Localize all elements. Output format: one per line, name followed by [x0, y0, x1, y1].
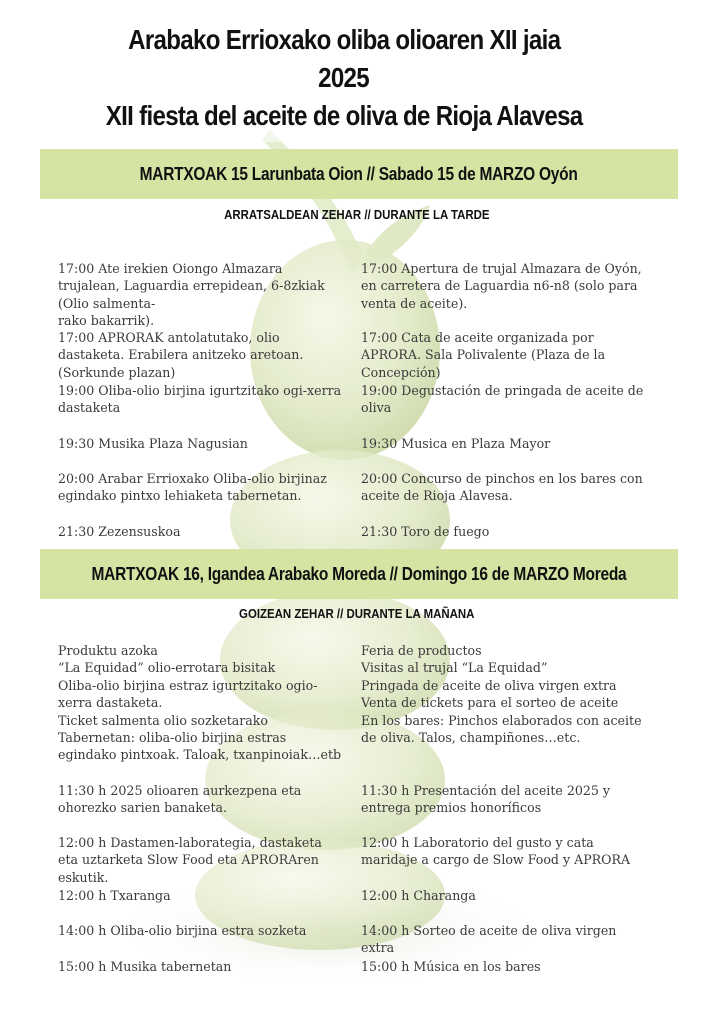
day1-event-eu-6: 21:30 Zezensuskoa — [58, 524, 181, 539]
day1-subheading-text: ARRATSALDEAN ZEHAR // DURANTE LA TARDE — [224, 207, 490, 222]
day1-event-es-3: 19:00 Degustación de pringada de aceite de oliva — [361, 383, 644, 416]
day1-event-eu-1: 17:00 Ate irekien Oiongo Almazara trujalean, Laguardia errepidean, 6-8zkiak (Olio salmenta- rako bakarrik). — [58, 261, 325, 329]
day2-event-eu-5: 14:00 h Oliba-olio birjina estra sozketa — [58, 923, 307, 938]
day2-banner — [40, 549, 678, 599]
day1-subheading — [0, 207, 714, 222]
day2-event-es-3: 12:00 h Laboratorio del gusto y cata maridaje a cargo de Slow Food y APRORA — [361, 835, 631, 868]
day1-event-eu-2: 17:00 APRORAK antolatutako, olio dastaketa. Erabilera anitzeko aretoan. (Sorkunde plazan) — [58, 330, 304, 380]
day2-event-es-6: 15:00 h Música en los bares — [361, 959, 541, 974]
day1-event-eu-5: 20:00 Arabar Errioxako Oliba-olio birjinaz egindako pintxo lehiaketa tabernetan. — [58, 471, 327, 504]
day1-event-es-2: 17:00 Cata de aceite organizada por APRORA. Sala Polivalente (Plaza de la Concepción) — [361, 330, 606, 380]
day1-event-es-4: 19:30 Musica en Plaza Mayor — [361, 436, 551, 451]
day1-event-eu-4: 19:30 Musika Plaza Nagusian — [58, 436, 248, 451]
day1-event-es-1: 17:00 Apertura de trujal Almazara de Oyón, en carretera de Laguardia n6-n8 (solo para venta de aceite). — [361, 261, 642, 311]
day2-event-es-2: 11:30 h Presentación del aceite 2025 y entrega premios honoríficos — [361, 783, 611, 816]
day2-subheading-text: GOIZEAN ZEHAR // DURANTE LA MAÑANA — [239, 606, 475, 621]
day1-banner — [40, 149, 678, 199]
day2-event-es-4: 12:00 h Charanga — [361, 888, 476, 903]
day2-event-eu-1: Produktu azoka “La Equidad” olio-errotara bisitak Oliba-olio birjina estraz igurtzitako ogio-xerra dastaketa. Ticket salmenta olio sozketarako Tabernetan: oliba-olio birjina estras egindako pintxoak. Taloak, txanpinoiak…etb — [58, 643, 342, 763]
title-year: 2025 — [318, 62, 370, 93]
day2-event-es-5: 14:00 h Sorteo de aceite de oliva virgen extra — [361, 923, 617, 956]
day1-banner-text: MARTXOAK 15 Larunbata Oion // Sabado 15 de MARZO Oyón — [140, 163, 578, 184]
title-spanish: XII fiesta del aceite de oliva de Rioja Alavesa — [105, 100, 583, 131]
title-basque: Arabako Errioxako oliba olioaren XII jaia — [127, 24, 561, 55]
day1-event-es-6: 21:30 Toro de fuego — [361, 524, 490, 539]
day2-subheading — [0, 606, 714, 621]
day2-banner-text: MARTXOAK 16, Igandea Arabako Moreda // Domingo 16 de MARZO Moreda — [91, 563, 627, 584]
day2-event-eu-2: 11:30 h 2025 olioaren aurkezpena eta ohorezko sarien banaketa. — [58, 783, 302, 816]
day1-event-eu-3: 19:00 Oliba-olio birjina igurtzitako ogi-xerra dastaketa — [58, 383, 342, 416]
day2-event-eu-4: 12:00 h Txaranga — [58, 888, 171, 903]
day2-event-eu-6: 15:00 h Musika tabernetan — [58, 959, 232, 974]
poster-title — [70, 14, 618, 142]
day2-event-eu-3: 12:00 h Dastamen-laborategia, dastaketa eta uztarketa Slow Food eta APRORAren eskutik. — [58, 835, 322, 885]
day1-event-es-5: 20:00 Concurso de pinchos en los bares con aceite de Rioja Alavesa. — [361, 471, 643, 504]
day2-event-es-1: Feria de productos Visitas al trujal “La Equidad” Pringada de aceite de oliva virgen extra Venta de tickets para el sorteo de aceite En los bares: Pinchos elaborados con aceite de oliva. Talos, champiñones…etc. — [361, 643, 642, 746]
